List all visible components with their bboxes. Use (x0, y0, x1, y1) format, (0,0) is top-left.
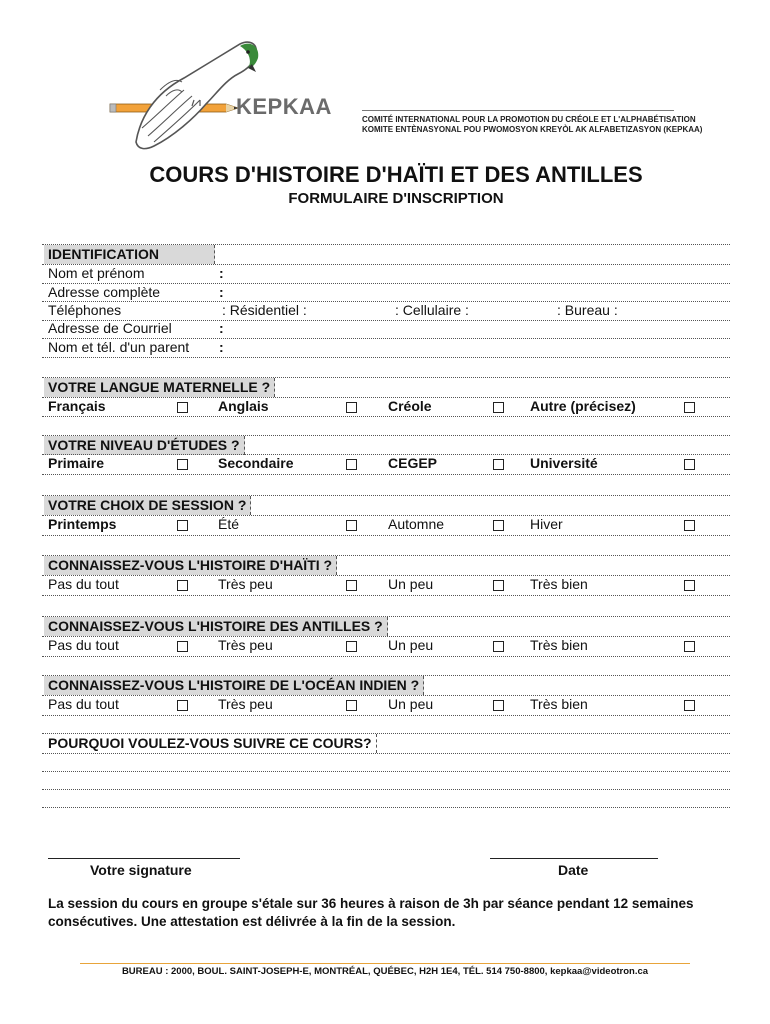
section-heading-haiti: CONNAISSEZ-VOUS L'HISTOIRE D'HAÏTI ? (44, 556, 337, 575)
option-pas-du-tout: Pas du tout (48, 696, 119, 712)
signature-label: Votre signature (90, 862, 192, 878)
signature-line[interactable] (48, 858, 240, 859)
section-heading-pourquoi: POURQUOI VOULEZ-VOUS SUIVRE CE COURS? (44, 734, 377, 753)
checkbox-ocean-tres-bien[interactable] (684, 700, 695, 711)
form-rule (42, 264, 730, 265)
answer-line[interactable] (42, 807, 730, 808)
checkbox-antilles-un-peu[interactable] (493, 641, 504, 652)
checkbox-haiti-un-peu[interactable] (493, 580, 504, 591)
checkbox-hiver[interactable] (684, 520, 695, 531)
session-note: La session du cours en groupe s'étale sur 36 heures à raison de 3h par séance pendant 12 semaines consécutives. Une attestation est délivrée à la fin de la session. (48, 896, 694, 929)
date-label: Date (558, 862, 589, 878)
date-line[interactable] (490, 858, 658, 859)
checkbox-haiti-tres-bien[interactable] (684, 580, 695, 591)
checkbox-antilles-tres-peu[interactable] (346, 641, 357, 652)
form-rule (42, 535, 730, 536)
option-tres-peu: Très peu (218, 696, 273, 712)
checkbox-universite[interactable] (684, 459, 695, 470)
answer-line[interactable] (42, 789, 730, 790)
option-universite: Université (530, 455, 598, 471)
field-colon: : (219, 284, 224, 300)
checkbox-creole[interactable] (493, 402, 504, 413)
checkbox-automne[interactable] (493, 520, 504, 531)
checkbox-ocean-un-peu[interactable] (493, 700, 504, 711)
checkbox-cegep[interactable] (493, 459, 504, 470)
option-pas-du-tout: Pas du tout (48, 637, 119, 653)
option-tres-peu: Très peu (218, 576, 273, 592)
checkbox-autre[interactable] (684, 402, 695, 413)
option-pas-du-tout: Pas du tout (48, 576, 119, 592)
field-colon: : (219, 265, 224, 281)
section-heading-langue: VOTRE LANGUE MATERNELLE ? (44, 378, 275, 397)
option-creole: Créole (388, 398, 432, 414)
option-anglais: Anglais (218, 398, 269, 414)
option-autre: Autre (précisez) (530, 398, 636, 414)
field-label-phones: Téléphones (48, 302, 122, 318)
checkbox-anglais[interactable] (346, 402, 357, 413)
phone-office-label: : Bureau : (557, 302, 618, 318)
field-label-email: Adresse de Courriel (48, 320, 172, 336)
phone-residential-label: : Résidentiel : (222, 302, 307, 318)
brand-name: KEPKAA (236, 94, 332, 119)
checkbox-secondaire[interactable] (346, 459, 357, 470)
option-cegep: CEGEP (388, 455, 438, 471)
section-heading-identification: IDENTIFICATION (44, 245, 215, 264)
option-automne: Automne (388, 516, 445, 532)
option-tres-bien: Très bien (530, 696, 588, 712)
footer-rule (80, 963, 690, 964)
form-rule (42, 515, 730, 516)
form-rule (42, 715, 730, 716)
form-rule (42, 753, 730, 754)
checkbox-haiti-tres-peu[interactable] (346, 580, 357, 591)
header-rule (362, 110, 674, 111)
field-colon: : (219, 320, 224, 336)
field-label-address: Adresse complète (48, 284, 161, 300)
checkbox-haiti-pas-du-tout[interactable] (177, 580, 188, 591)
option-tres-bien: Très bien (530, 637, 588, 653)
field-label-parent: Nom et tél. d'un parent (48, 339, 190, 355)
form-rule (42, 656, 730, 657)
form-rule (42, 474, 730, 475)
option-un-peu: Un peu (388, 637, 434, 653)
option-secondaire: Secondaire (218, 455, 294, 471)
field-label-name: Nom et prénom (48, 265, 145, 281)
org-name-creole: KOMITE ENTÈNASYONAL POU PWOMOSYON KREYÒL AK ALFABETIZASYON (KEPKAA) (362, 125, 703, 134)
form-rule (42, 695, 730, 696)
option-primaire: Primaire (48, 455, 105, 471)
option-hiver: Hiver (530, 516, 563, 532)
form-rule (42, 416, 730, 417)
section-heading-antilles: CONNAISSEZ-VOUS L'HISTOIRE DES ANTILLES ? (44, 617, 388, 636)
checkbox-ete[interactable] (346, 520, 357, 531)
address-input-line[interactable] (42, 301, 730, 302)
form-rule (42, 575, 730, 576)
section-heading-niveau: VOTRE NIVEAU D'ÉTUDES ? (44, 436, 245, 455)
checkbox-printemps[interactable] (177, 520, 188, 531)
phone-cell-label: : Cellulaire : (395, 302, 469, 318)
option-francais: Français (48, 398, 106, 414)
answer-line[interactable] (42, 771, 730, 772)
form-rule (42, 595, 730, 596)
checkbox-ocean-tres-peu[interactable] (346, 700, 357, 711)
form-subtitle: FORMULAIRE D'INSCRIPTION (288, 190, 504, 207)
checkbox-primaire[interactable] (177, 459, 188, 470)
section-heading-ocean-indien: CONNAISSEZ-VOUS L'HISTOIRE DE L'OCÉAN INDIEN ? (44, 676, 424, 695)
option-printemps: Printemps (48, 516, 117, 532)
parent-input-line[interactable] (42, 357, 730, 358)
footer-address: BUREAU : 2000, BOUL. SAINT-JOSEPH-E, MONTRÉAL, QUÉBEC, H2H 1E4, TÉL. 514 750-8800, kepkaa@videotron.ca (121, 966, 649, 977)
option-tres-bien: Très bien (530, 576, 588, 592)
section-heading-session: VOTRE CHOIX DE SESSION ? (44, 496, 251, 515)
page-title: COURS D'HISTOIRE D'HAÏTI ET DES ANTILLES (149, 162, 643, 187)
option-un-peu: Un peu (388, 576, 434, 592)
org-name-french: COMITÉ INTERNATIONAL POUR LA PROMOTION DU CRÉOLE ET L'ALPHABÉTISATION (362, 115, 696, 124)
field-colon: : (219, 339, 224, 355)
option-tres-peu: Très peu (218, 637, 273, 653)
checkbox-antilles-pas-du-tout[interactable] (177, 641, 188, 652)
form-rule (42, 636, 730, 637)
option-ete: Été (218, 516, 240, 532)
option-un-peu: Un peu (388, 696, 434, 712)
checkbox-ocean-pas-du-tout[interactable] (177, 700, 188, 711)
form-rule (42, 454, 730, 455)
checkbox-antilles-tres-bien[interactable] (684, 641, 695, 652)
checkbox-francais[interactable] (177, 402, 188, 413)
